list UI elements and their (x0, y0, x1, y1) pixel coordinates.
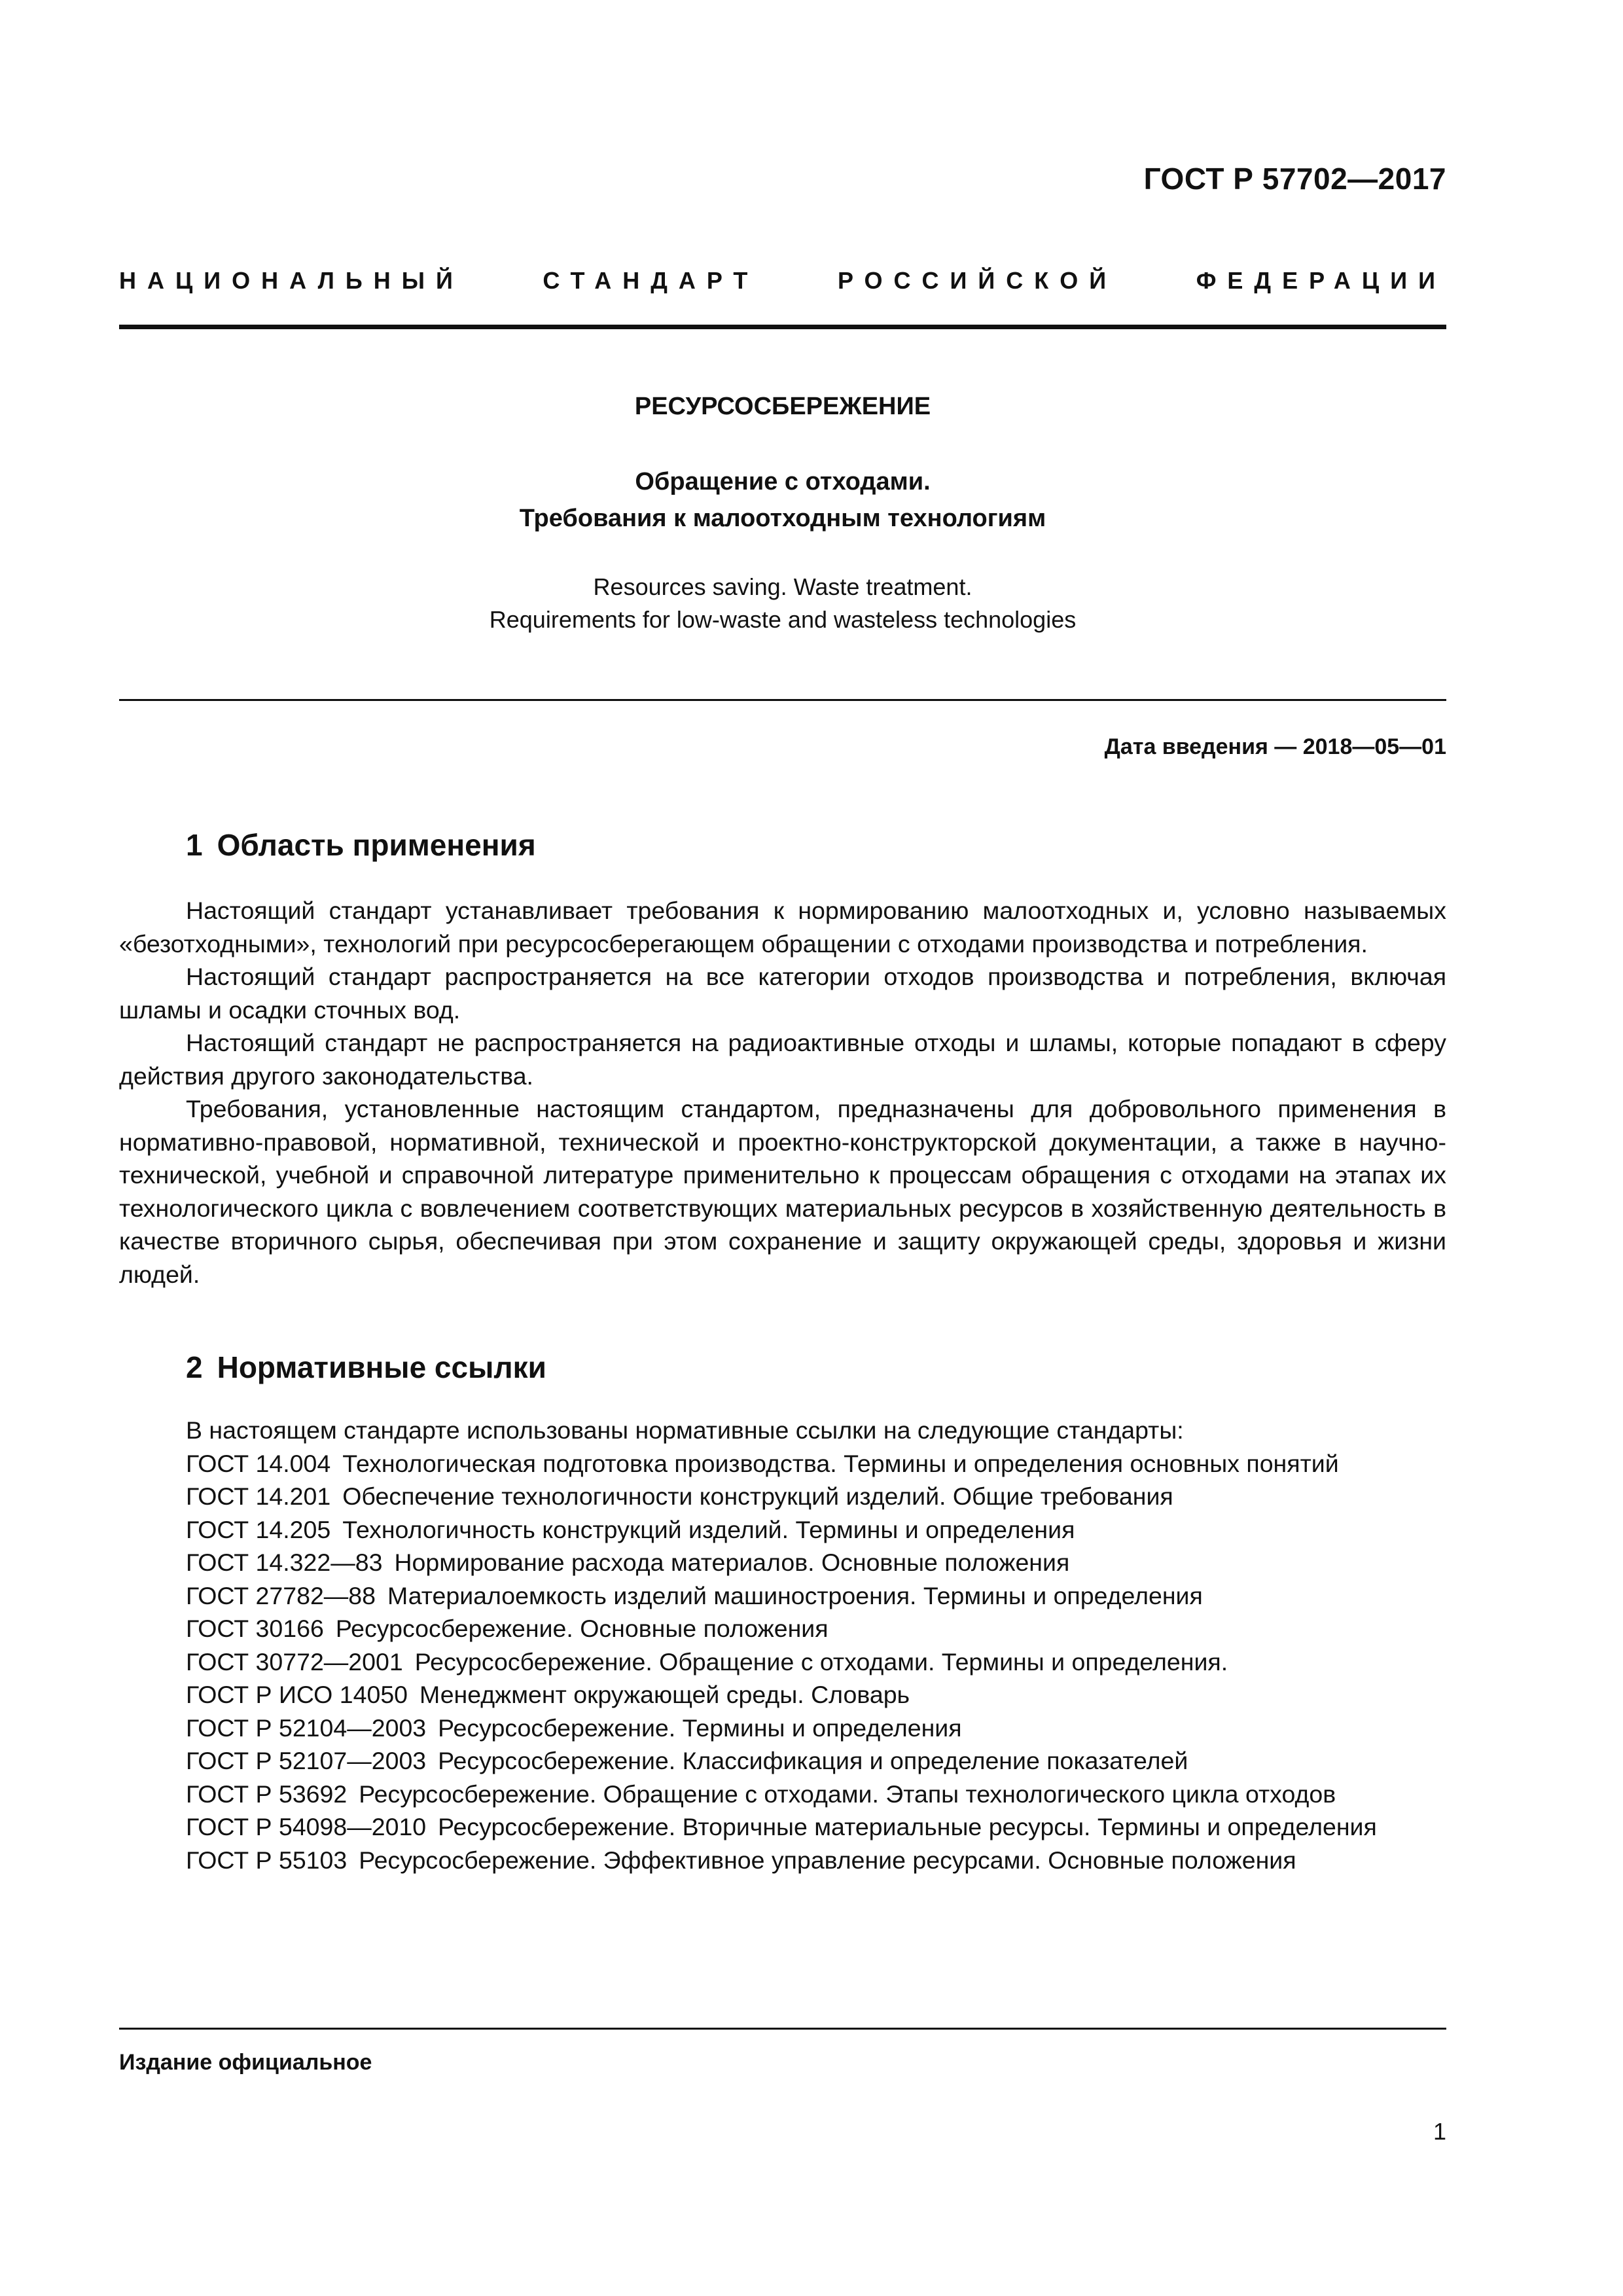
reference-title: Технологичность конструкций изделий. Термины и определения (342, 1515, 1075, 1543)
reference-title: Ресурсосбережение. Вторичные материальные ресурсы. Термины и определения (438, 1813, 1377, 1840)
reference-code: ГОСТ Р 54098—2010 (186, 1813, 427, 1840)
reference-item (119, 1712, 1446, 1745)
reference-item (119, 1546, 1446, 1579)
introduction-date: Дата введения — 2018—05—01 (1104, 734, 1446, 759)
references-intro: В настоящем стандарте использованы нормативные ссылки на следующие стандарты: (186, 1416, 1184, 1444)
references-list (119, 1414, 1446, 1876)
reference-code: ГОСТ 14.322—83 (186, 1549, 383, 1576)
section-title: Область применения (217, 828, 536, 862)
reference-code: ГОСТ Р 52107—2003 (186, 1747, 427, 1774)
title-divider (119, 699, 1446, 701)
section-2-heading (186, 1350, 546, 1385)
section-1-body (119, 894, 1446, 1291)
reference-item (119, 1678, 1446, 1712)
reference-item (119, 1810, 1446, 1844)
reference-title: Ресурсосбережение. Классификация и определение показателей (438, 1747, 1188, 1774)
reference-title: Ресурсосбережение. Обращение с отходами. Термины и определения. (414, 1647, 1228, 1676)
reference-title: Ресурсосбережение. Эффективное управление ресурсами. Основные положения (359, 1846, 1296, 1874)
document-title-english (119, 571, 1446, 636)
reference-code: ГОСТ 14.004 (186, 1449, 331, 1477)
header-divider (119, 325, 1446, 329)
title-line: Обращение с отходами. (635, 468, 931, 495)
reference-item (119, 1645, 1446, 1679)
reference-title: Ресурсосбережение. Обращение с отходами. Этапы технологического цикла отходов (359, 1780, 1336, 1808)
title-en-line: Requirements for low-waste and wasteless technologies (489, 606, 1077, 633)
footer-divider (119, 2028, 1446, 2030)
reference-code: ГОСТ 27782—88 (186, 1581, 376, 1609)
section-number: 2 (186, 1350, 203, 1384)
document-subject: РЕСУРСОСБЕРЕЖЕНИЕ (634, 393, 931, 420)
reference-code: ГОСТ 30166 (186, 1615, 324, 1642)
reference-item (119, 1744, 1446, 1778)
reference-item (119, 1844, 1446, 1877)
reference-item (119, 1612, 1446, 1645)
national-word: НАЦИОНАЛЬНЫЙ (119, 267, 464, 294)
section-number: 1 (186, 828, 203, 862)
reference-code: ГОСТ 14.205 (186, 1515, 331, 1543)
reference-item (119, 1480, 1446, 1513)
reference-title: Ресурсосбережение. Основные положения (335, 1615, 829, 1642)
reference-item (119, 1513, 1446, 1547)
reference-code: ГОСТ 14.201 (186, 1482, 331, 1510)
national-word: СТАНДАРТ (543, 267, 759, 294)
national-standard-line (119, 267, 1446, 295)
reference-title: Ресурсосбережение. Термины и определения (438, 1713, 962, 1742)
national-word: ФЕДЕРАЦИИ (1196, 267, 1446, 294)
gost-id: ГОСТ Р 57702—2017 (1143, 162, 1446, 196)
reference-title: Менеджмент окружающей среды. Словарь (419, 1681, 910, 1708)
national-word: РОССИЙСКОЙ (837, 267, 1118, 294)
title-en-line: Resources saving. Waste treatment. (593, 573, 972, 600)
reference-title: Материалоемкость изделий машиностроения. Термины и определения (387, 1581, 1203, 1609)
section-title: Нормативные ссылки (217, 1350, 546, 1384)
section-1-heading (186, 827, 536, 863)
reference-title: Обеспечение технологичности конструкций изделий. Общие требования (342, 1482, 1173, 1510)
page-number: 1 (1433, 2118, 1446, 2145)
reference-item (119, 1447, 1446, 1480)
reference-item (119, 1778, 1446, 1811)
title-line: Требования к малоотходным технологиям (519, 505, 1046, 532)
reference-title: Технологическая подготовка производства. Термины и определения основных понятий (342, 1449, 1339, 1477)
reference-code: ГОСТ Р 52104—2003 (186, 1713, 427, 1742)
reference-code: ГОСТ Р ИСО 14050 (186, 1681, 408, 1708)
reference-code: ГОСТ Р 53692 (186, 1780, 348, 1808)
official-edition-label: Издание официальное (119, 2050, 372, 2075)
reference-code: ГОСТ Р 55103 (186, 1846, 348, 1874)
reference-item (119, 1579, 1446, 1613)
reference-code: ГОСТ 30772—2001 (186, 1647, 403, 1676)
paragraph: Настоящий стандарт не распространяется на радиоактивные отходы и шламы, которые попадают в сферу действия другого законодательства. (119, 1029, 1446, 1090)
document-title (119, 463, 1446, 537)
reference-title: Нормирование расхода материалов. Основные положения (394, 1549, 1070, 1576)
paragraph: Настоящий стандарт распространяется на все категории отходов производства и потребления, включая шламы и осадки сточных вод. (119, 963, 1446, 1024)
paragraph: Требования, установленные настоящим стандартом, предназначены для добровольного применения в нормативно-правовой, нормативной, технической и проектно-конструкторской документации, а также в научно-технической, учебной и справочной литературе применительно к процессам обращения с отходами на этапах их технологического цикла с вовлечением соответствующих материальных ресурсов в хозяйственную деятельность в качестве вторичного сырья, обеспечивая при этом сохранение и защиту окружающей среды, здоровья и жизни людей. (119, 1095, 1446, 1288)
paragraph: Настоящий стандарт устанавливает требования к нормированию малоотходных и, условно называемых «безотходными», технологий при ресурсосберегающем обращении с отходами производства и потребления. (119, 897, 1446, 958)
